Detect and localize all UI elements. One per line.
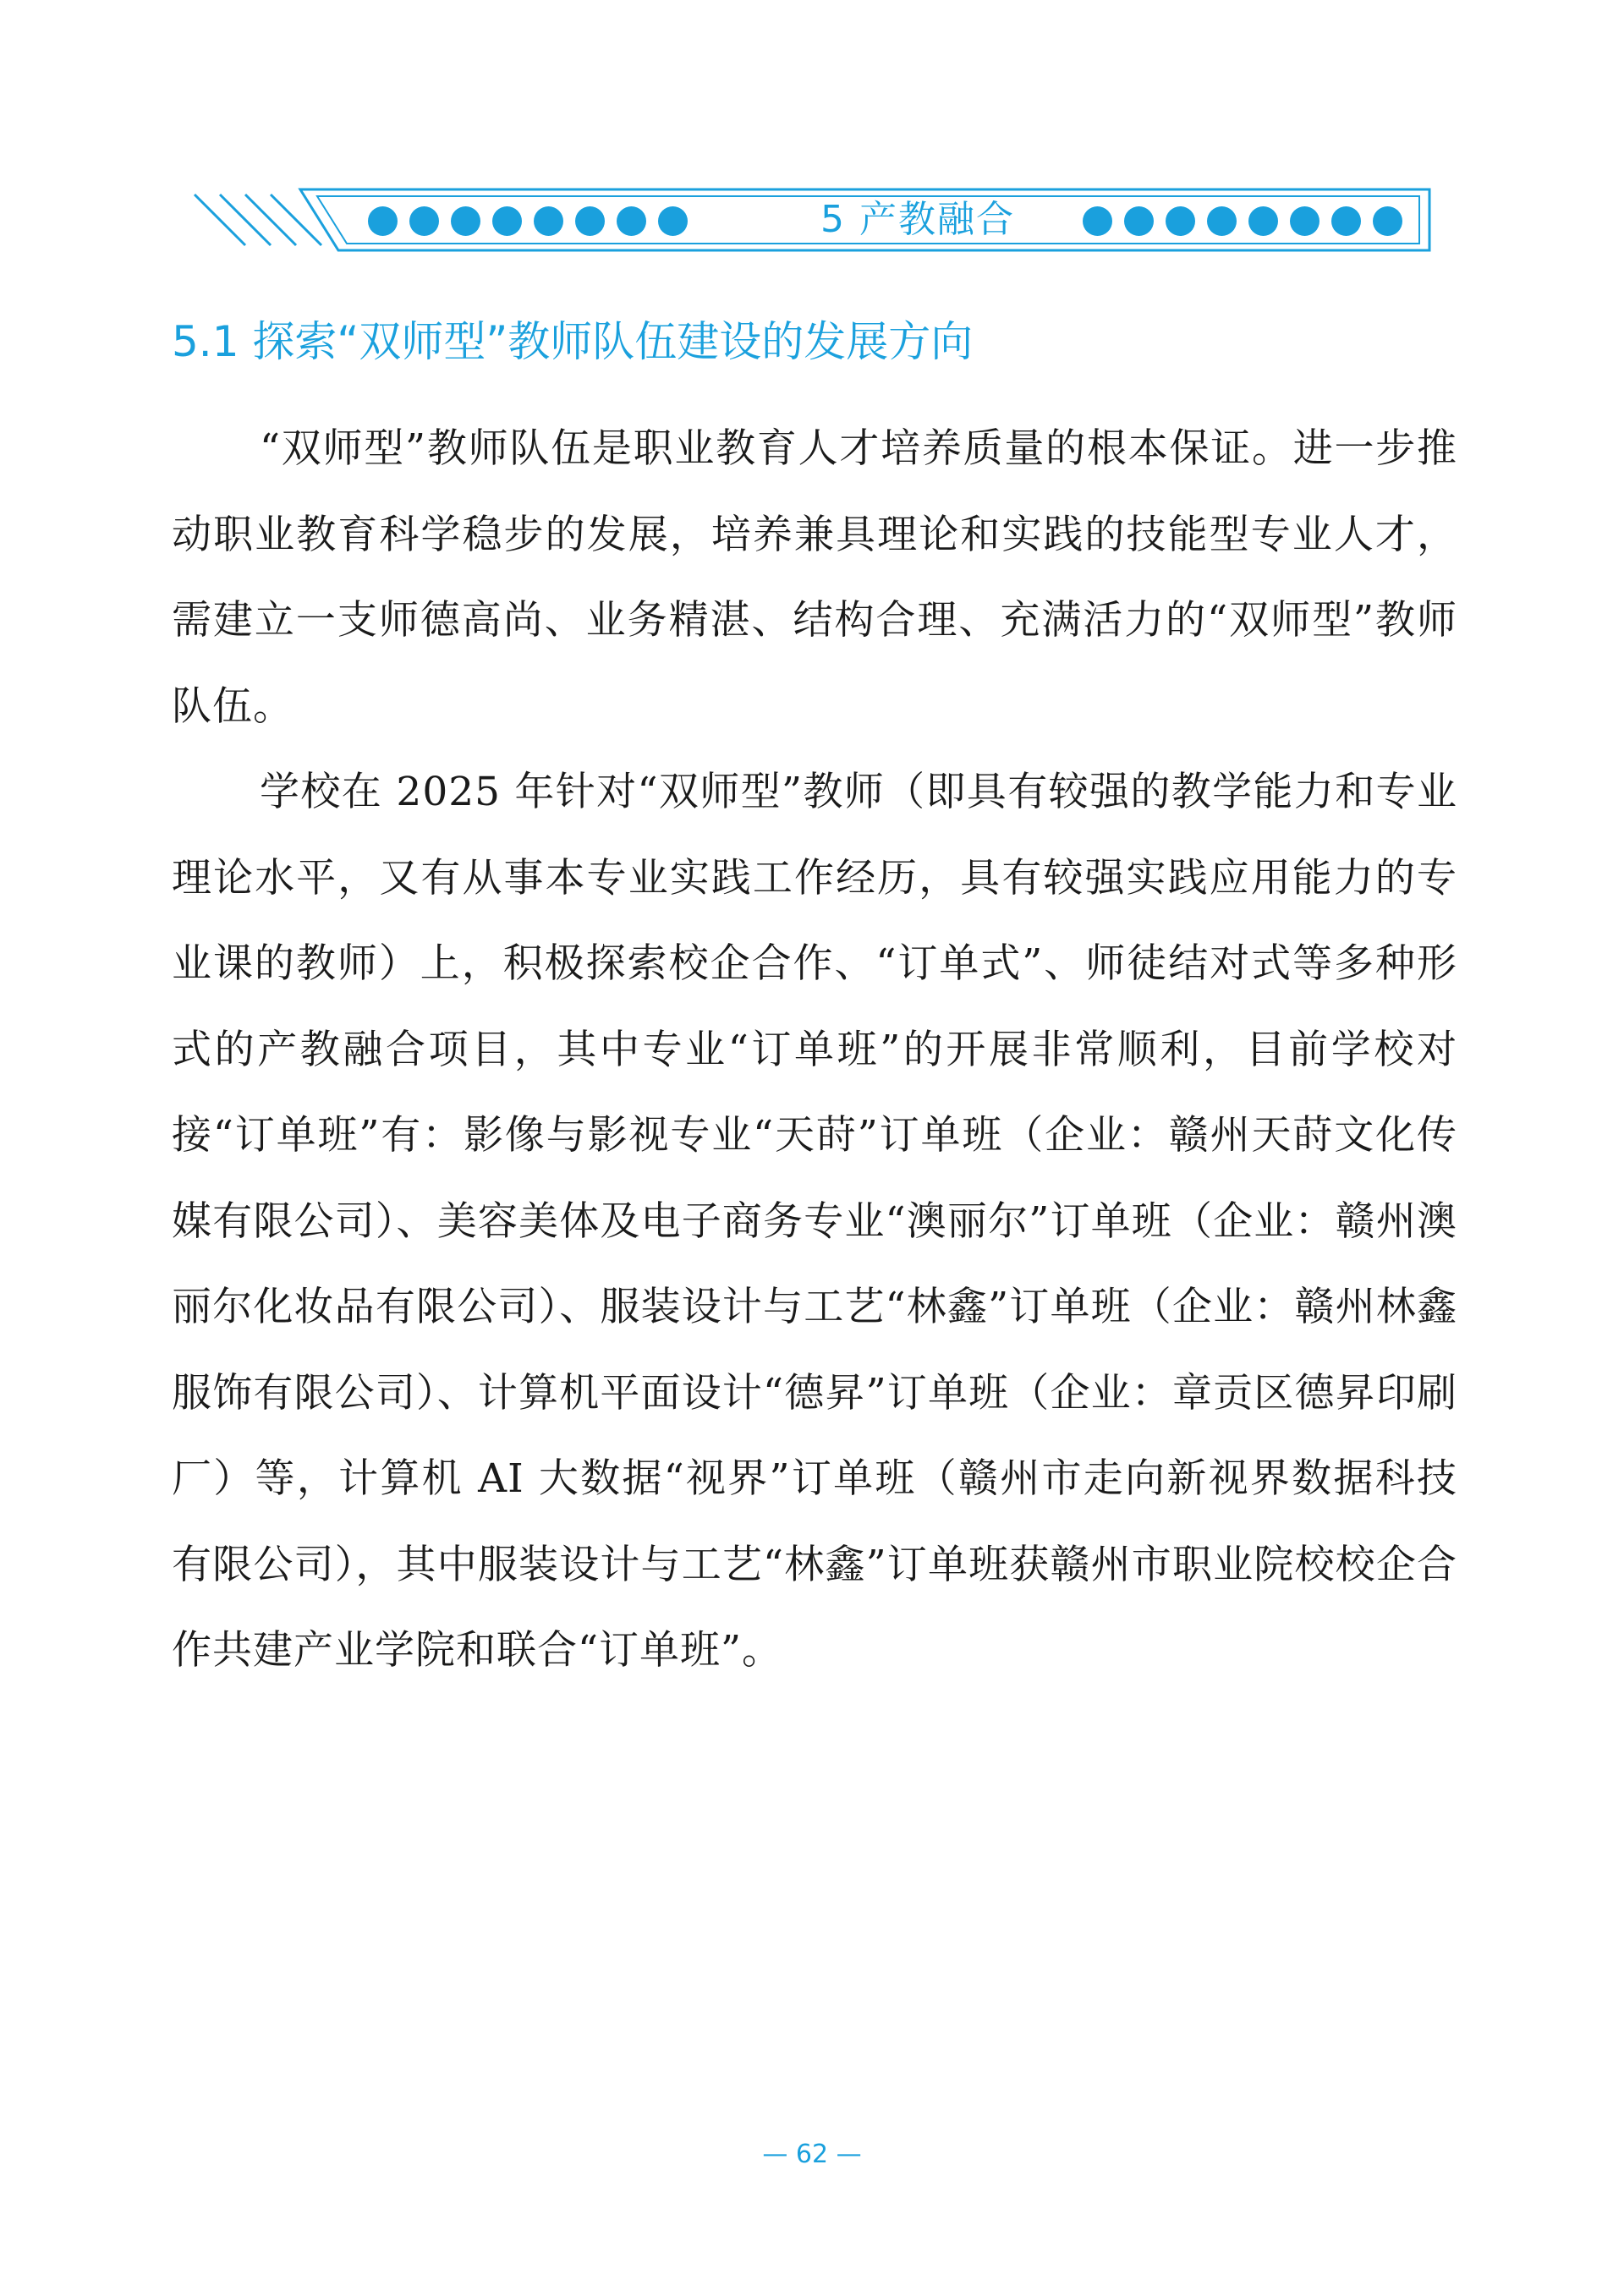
dot-icon [1166, 206, 1195, 236]
banner-dots-left [368, 206, 688, 232]
dot-icon [1373, 206, 1402, 236]
dot-icon [575, 206, 605, 236]
paragraph: “双师型”教师队伍是职业教育人才培养质量的根本保证。进一步推动职业教育科学稳步的发展，培养兼具理论和实践的技能型专业人才，需建立一支师德高尚、业务精湛、结构合理、充满活力的“双师型”教师队伍。 [172, 425, 1457, 730]
dot-icon [1331, 206, 1361, 236]
dot-icon [409, 206, 439, 236]
banner-stripes-icon [195, 195, 321, 245]
dot-icon [658, 206, 688, 236]
dot-icon [534, 206, 563, 236]
dot-icon [1290, 206, 1320, 236]
chapter-banner [190, 184, 1442, 254]
dot-icon [451, 206, 480, 236]
chapter-title: 5 产教融合 [820, 198, 1015, 241]
paragraph: 学校在 2025 年针对“双师型”教师（即具有较强的教学能力和专业理论水平，又有从事本专业实践工作经历，具有较强实践应用能力的专业课的教师）上，积极探索校企合作、“订单式”、师徒结对式等多种形式的产教融合项目，其中专业“订单班”的开展非常顺利，目前学校对接“订单班”有：影像与影视专业“天莳”订单班（企业：赣州天莳文化传媒有限公司）、美容美体及电子商务专业“澳丽尔”订单班（企业：赣州澳丽尔化妆品有限公司）、服装设计与工艺“林鑫”订单班（企业：赣州林鑫服饰有限公司）、计算机平面设计“德昇”订单班（企业：章贡区德昇印刷厂）等，计算机 AI 大数据“视界”订单班（赣州市走向新视界数据科技有限公司），其中服装设计与工艺“林鑫”订单班获赣州市职业院校校企合作共建产业学院和联合“订单班”。 [172, 769, 1457, 1674]
dot-icon [1207, 206, 1237, 236]
dot-icon [1124, 206, 1154, 236]
dot-icon [1083, 206, 1112, 236]
banner-dots-right [1083, 206, 1402, 232]
dot-icon [617, 206, 646, 236]
section-heading: 5.1 探索“双师型”教师队伍建设的发展方向 [172, 317, 974, 366]
dot-icon [1248, 206, 1278, 236]
page-number: — 62 — [762, 2140, 862, 2169]
dot-icon [492, 206, 522, 236]
dot-icon [368, 206, 398, 236]
body-text [172, 406, 1457, 1694]
